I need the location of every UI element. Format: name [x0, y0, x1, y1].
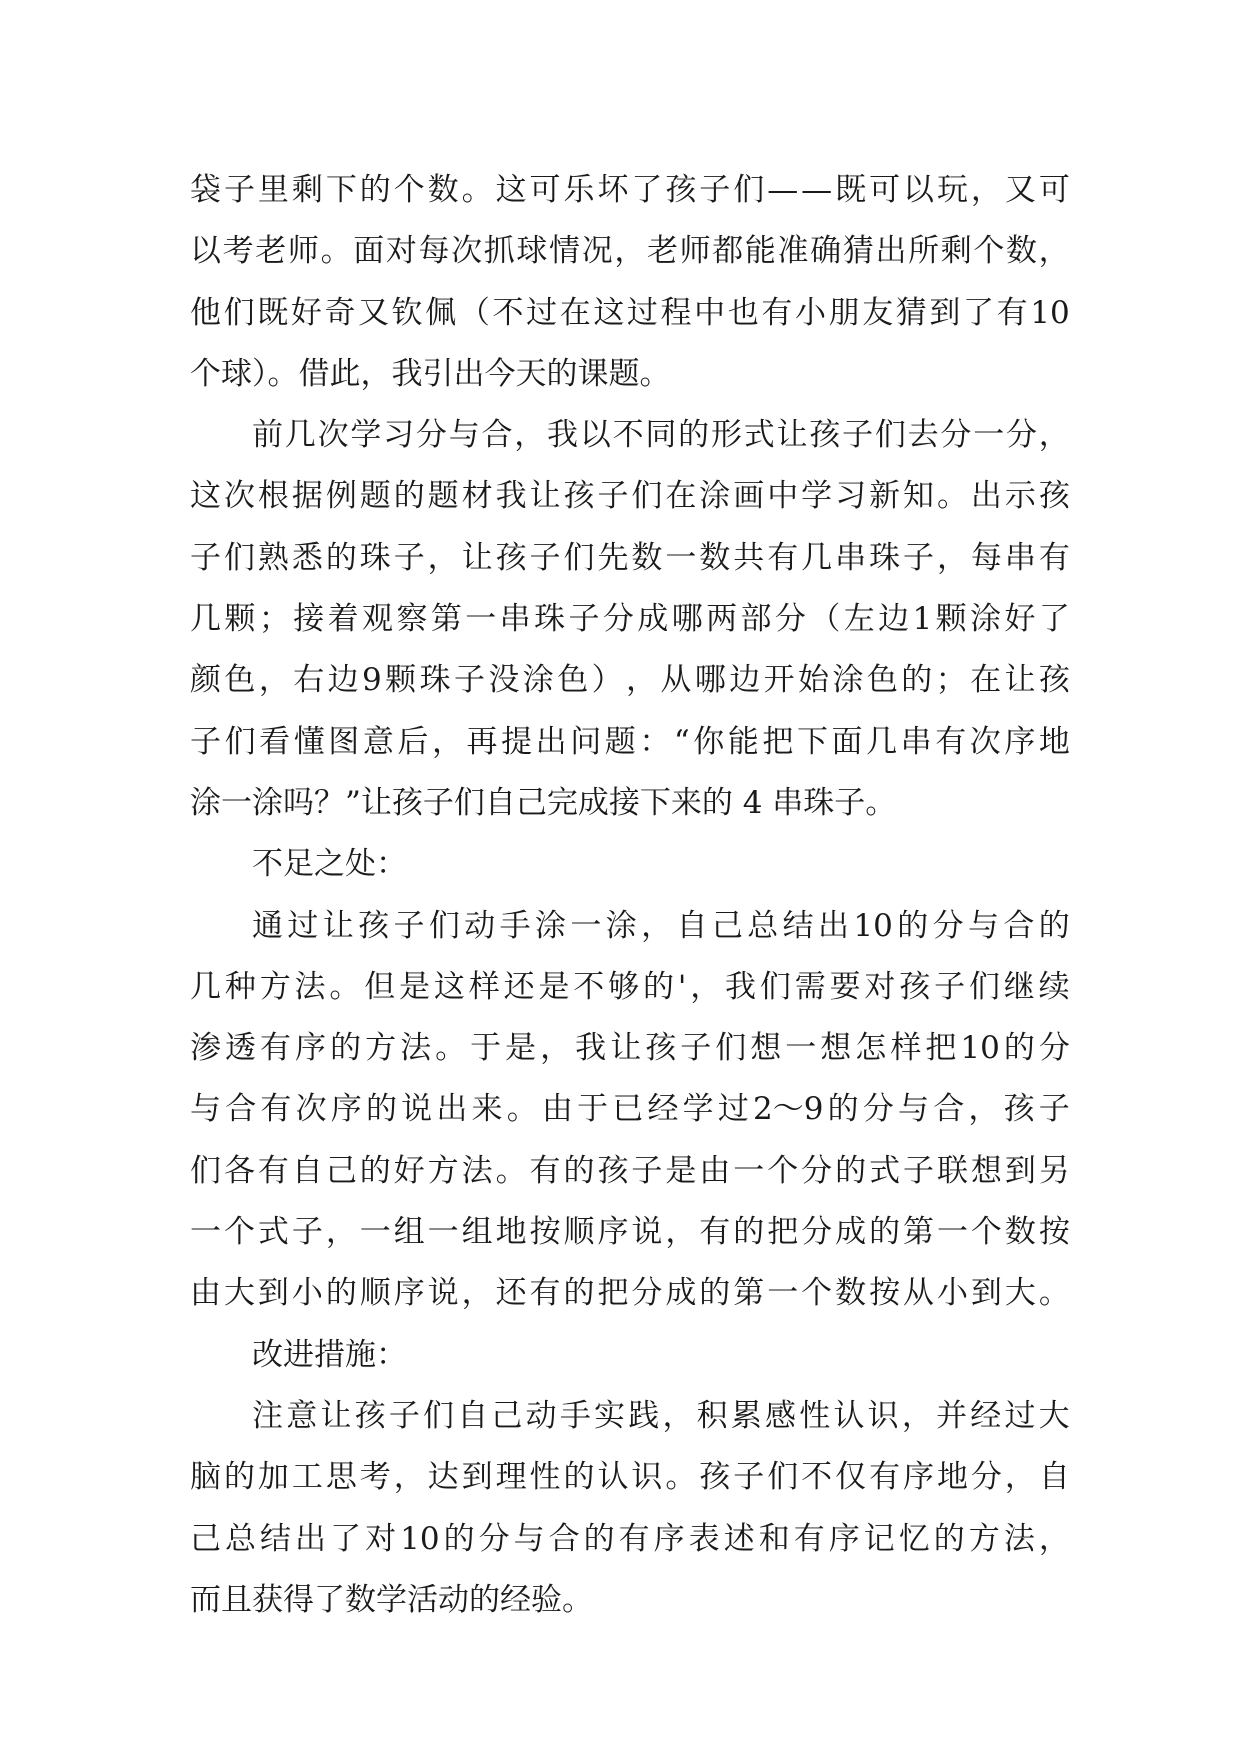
text-line: 这 次 根 据 例 题 的 题 材 我 让 孩 子 们 在 涂 画 中 学 习 新 知 。 出 示 孩 [190, 478, 1070, 515]
text-line: 几 颗 ； 接 着 观 察 第 一 串 珠 子 分 成 哪 两 部 分 （ 左 边 1 颗 涂 好 了 [190, 601, 1070, 638]
text-line: 子 们 熟 悉 的 珠 子 ， 让 孩 子 们 先 数 一 数 共 有 几 串 珠 子 ， 每 串 有 [190, 539, 1070, 576]
text-line: 几 种 方 法 。 但 是 这 样 还 是 不 够 的 ' ， 我 们 需 要 对 孩 子 们 继 续 [190, 968, 1070, 1005]
text-line: 己 总 结 出 了 对 10 的 分 与 合 的 有 序 表 述 和 有 序 记 忆 的 方 法 ， [190, 1520, 1070, 1557]
text-line: 一 个 式 子 ， 一 组 一 组 地 按 顺 序 说 ， 有 的 把 分 成 的 第 一 个 数 按 [190, 1214, 1070, 1251]
text-line: 颜 色 ， 右 边 9 颗 珠 子 没 涂 色 ） ， 从 哪 边 开 始 涂 色 的 ； 在 让 孩 [190, 662, 1070, 699]
text-line: 袋 子 里 剩 下 的 个 数 。 这 可 乐 坏 了 孩 子 们 — — 既 可 以 玩 ， 又 可 [190, 172, 1070, 208]
text-line: 们 各 有 自 己 的 好 方 法 。 有 的 孩 子 是 由 一 个 分 的 式 子 联 想 到 另 [190, 1152, 1070, 1189]
text-line: 渗 透 有 序 的 方 法 。 于 是 ， 我 让 孩 子 们 想 一 想 怎 样 把 10 的 分 [190, 1030, 1070, 1067]
text-line: 通 过 让 孩 子 们 动 手 涂 一 涂 ， 自 己 总 结 出 10 的 分 与 合 的 [252, 907, 1070, 944]
text-line: 注 意 让 孩 子 们 自 己 动 手 实 践 ， 积 累 感 性 认 识 ， 并 经 过 大 [252, 1397, 1070, 1434]
text-line: 改进措施： [252, 1336, 407, 1373]
text-line: 不足之处： [252, 846, 407, 883]
document-body [190, 160, 1070, 1631]
text-line: 由 大 到 小 的 顺 序 说 ， 还 有 的 把 分 成 的 第 一 个 数 按 从 小 到 大 。 [190, 1275, 1070, 1312]
text-line: 前 几 次 学 习 分 与 合 ， 我 以 不 同 的 形 式 让 孩 子 们 去 分 一 分 ， [252, 417, 1070, 454]
text-line: 而且获得了数学活动的经验。 [190, 1581, 593, 1618]
text-line: 与 合 有 次 序 的 说 出 来 。 由 于 已 经 学 过 2～9 的 分 与 合 ， 孩 子 [190, 1091, 1070, 1128]
text-line: 涂一涂吗？”让孩子们自己完成接下来的 4 串珠子。 [190, 784, 897, 821]
text-line: 脑 的 加 工 思 考 ， 达 到 理 性 的 认 识 。 孩 子 们 不 仅 有 序 地 分 ， 自 [190, 1459, 1070, 1496]
text-line: 他 们 既 好 奇 又 钦 佩 （ 不 过 在 这 过 程 中 也 有 小 朋 友 猜 到 了 有 10 [190, 294, 1070, 331]
text-line: 子 们 看 懂 图 意 后 ， 再 提 出 问 题 ： “ 你 能 把 下 面 几 串 有 次 序 地 [190, 723, 1070, 760]
text-line: 以 考 老 师 。 面 对 每 次 抓 球 情 况 ， 老 师 都 能 准 确 猜 出 所 剩 个 数 ， [190, 233, 1070, 270]
text-line: 个球）。借此，我引出今天的课题。 [190, 355, 671, 392]
